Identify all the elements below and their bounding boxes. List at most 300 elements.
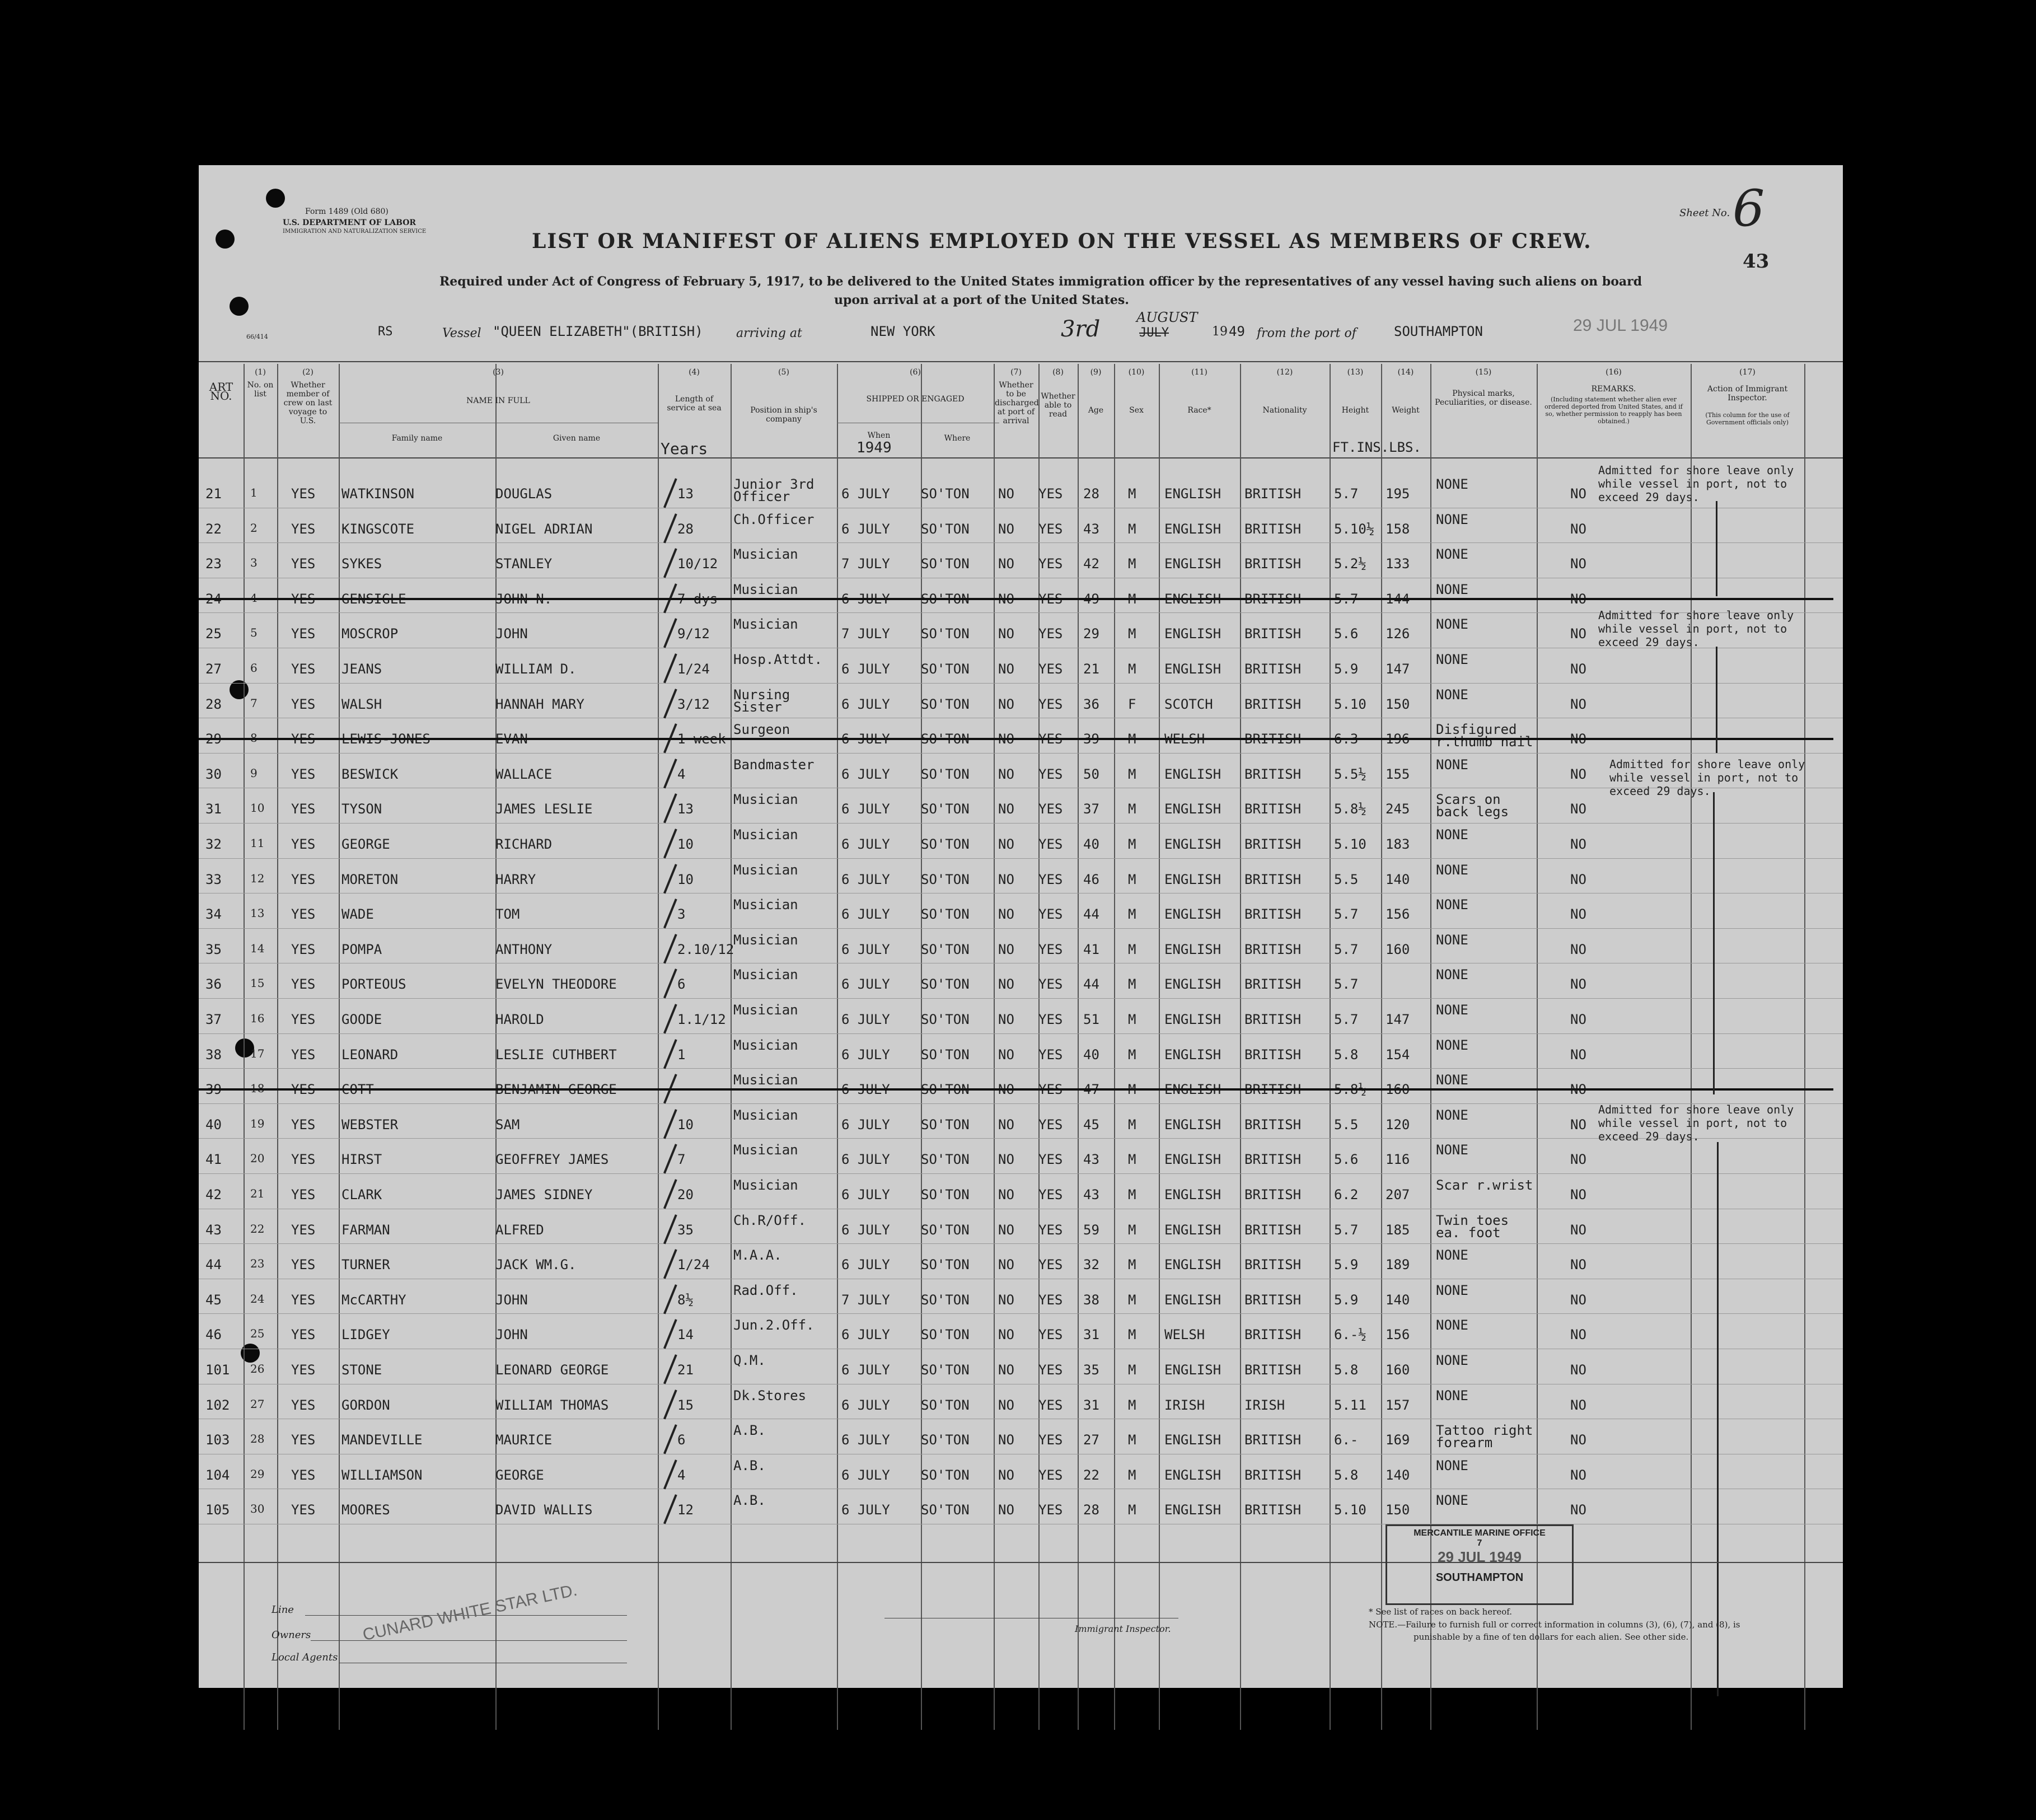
physical-marks-cell: NONE (1436, 1353, 1468, 1368)
shipped-where-cell: SO'TON (921, 1502, 970, 1518)
shipped-where-cell: SO'TON (921, 1362, 970, 1378)
shipped-where-cell: SO'TON (921, 1116, 970, 1133)
given-name-cell: MAURICE (495, 1432, 553, 1448)
crew-last-voyage-cell: YES (291, 1116, 316, 1133)
age-cell: 45 (1083, 1116, 1099, 1133)
weight-cell: 158 (1386, 521, 1410, 537)
table-row (199, 932, 1843, 967)
physical-marks-cell: Scars on back legs (1436, 792, 1509, 820)
discharged-cell: NO (998, 626, 1014, 642)
art-cell: 41 (205, 1152, 222, 1168)
position-cell: Musician (733, 862, 798, 878)
given-name-cell: DOUGLAS (495, 486, 553, 502)
discharged-cell: NO (998, 1327, 1014, 1343)
shipped-where-cell: SO'TON (921, 1467, 970, 1483)
list-number-cell: 8 (250, 731, 258, 745)
given-name-cell: JAMES SIDNEY (495, 1187, 593, 1203)
weight-cell: 196 (1386, 731, 1410, 747)
age-cell: 36 (1083, 696, 1099, 712)
col-2-label: Whether member of crew on last voyage to U.S. (283, 381, 333, 425)
given-name-cell: BENJAMIN GEORGE (495, 1082, 617, 1098)
nationality-cell: BRITISH (1244, 801, 1302, 817)
shipped-when-cell: 6 JULY (841, 1046, 890, 1063)
sex-cell: M (1128, 976, 1136, 993)
age-cell: 50 (1083, 766, 1099, 782)
table-row (199, 1212, 1843, 1247)
position-cell: Ch.Officer (733, 511, 815, 527)
discharged-cell: NO (998, 1397, 1014, 1413)
race-cell: ENGLISH (1164, 1502, 1221, 1518)
table-row (199, 1317, 1843, 1352)
physical-marks-cell: NONE (1436, 862, 1468, 878)
discharged-cell: NO (998, 486, 1014, 502)
family-name-cell: TURNER (341, 1257, 390, 1273)
height-cell: 5.10 (1334, 1502, 1366, 1518)
crew-last-voyage-cell: YES (291, 486, 316, 502)
shipped-when-cell: 6 JULY (841, 871, 890, 887)
table-row (199, 1107, 1843, 1142)
position-cell: Musician (733, 1037, 798, 1053)
shipped-where-cell: SO'TON (921, 906, 970, 923)
arrival-month-struck: JULY (1139, 326, 1169, 340)
weight-cell: 160 (1386, 1082, 1410, 1098)
position-cell: Musician (733, 1177, 798, 1193)
able-to-read-cell: YES (1038, 1082, 1063, 1098)
discharged-cell: NO (998, 731, 1014, 747)
position-cell: Musician (733, 827, 798, 843)
age-cell: 44 (1083, 906, 1099, 923)
service-length-cell: 1 week (677, 731, 726, 747)
sex-cell: M (1128, 1116, 1136, 1133)
position-cell: Musician (733, 1142, 798, 1158)
sex-cell: M (1128, 801, 1136, 817)
weight-cell: 185 (1386, 1222, 1410, 1238)
given-name-cell: LEONARD GEORGE (495, 1362, 609, 1378)
discharged-cell: NO (998, 1257, 1014, 1273)
given-name-cell: JAMES LESLIE (495, 801, 593, 817)
physical-marks-cell: NONE (1436, 967, 1468, 983)
sex-cell: M (1128, 556, 1136, 572)
height-cell: 5.2½ (1334, 556, 1366, 572)
discharged-cell: NO (998, 941, 1014, 957)
position-cell: Musician (733, 967, 798, 983)
given-name-cell: ANTHONY (495, 941, 553, 957)
weight-cell: 157 (1386, 1397, 1410, 1413)
age-cell: 59 (1083, 1222, 1099, 1238)
given-name-cell: WILLIAM THOMAS (495, 1397, 609, 1413)
sex-cell: M (1128, 486, 1136, 502)
admission-remark: Admitted for shore leave only while vessel in port, not to exceed 29 days. (1609, 757, 1805, 798)
sex-cell: F (1128, 696, 1136, 712)
list-number-cell: 4 (250, 591, 258, 605)
crew-last-voyage-cell: YES (291, 1257, 316, 1273)
col-7-label: Whether to be discharged at port of arrival (995, 381, 1039, 425)
crew-last-voyage-cell: YES (291, 801, 316, 817)
col-1-number: (1) (255, 368, 266, 377)
nationality-cell: BRITISH (1244, 696, 1302, 712)
list-number-cell: 9 (250, 766, 258, 780)
able-to-read-cell: YES (1038, 836, 1063, 852)
nationality-cell: BRITISH (1244, 1046, 1302, 1063)
strikethrough-line (199, 738, 1833, 740)
shipped-where-cell: SO'TON (921, 661, 970, 677)
arrival-month: AUGUST (1136, 310, 1198, 325)
height-cell: 5.5 (1334, 1116, 1359, 1133)
list-number-cell: 6 (250, 661, 258, 675)
nationality-cell: BRITISH (1244, 1362, 1302, 1378)
list-number-cell: 19 (250, 1116, 265, 1130)
remarks-cell: NO (1570, 1432, 1586, 1448)
given-name-cell: TOM (495, 906, 520, 923)
nationality-cell: BRITISH (1244, 626, 1302, 642)
family-name-cell: SYKES (341, 556, 382, 572)
weight-cell: 245 (1386, 801, 1410, 817)
sex-cell: M (1128, 731, 1136, 747)
remarks-cell: NO (1570, 521, 1586, 537)
list-number-cell: 5 (250, 626, 258, 640)
family-name-cell: MANDEVILLE (341, 1432, 423, 1448)
rs-code: RS (378, 325, 393, 339)
crew-last-voyage-cell: YES (291, 1397, 316, 1413)
remarks-cell: NO (1570, 486, 1586, 502)
race-cell: ENGLISH (1164, 1257, 1221, 1273)
weight-cell: 154 (1386, 1046, 1410, 1063)
discharged-cell: NO (998, 1187, 1014, 1203)
strikethrough-line (199, 1088, 1833, 1091)
immigrant-inspector-label: Immigrant Inspector. (1075, 1624, 1171, 1634)
check-mark (663, 1459, 677, 1489)
able-to-read-cell: YES (1038, 626, 1063, 642)
year-prefix: 19 (1212, 325, 1228, 339)
shipped-where-cell: SO'TON (921, 486, 970, 502)
shipped-where-cell: SO'TON (921, 1222, 970, 1238)
position-cell: A.B. (733, 1493, 766, 1509)
list-number-cell: 28 (250, 1432, 265, 1446)
family-name-cell: MORETON (341, 871, 399, 887)
shipped-where-cell: SO'TON (921, 1292, 970, 1308)
check-mark (663, 478, 677, 508)
discharged-cell: NO (998, 1502, 1014, 1518)
weight-cell: 140 (1386, 871, 1410, 887)
document-subtitle-2: upon arrival at a port of the United States. (834, 293, 1129, 307)
table-row (199, 826, 1843, 862)
able-to-read-cell: YES (1038, 1362, 1063, 1378)
crew-last-voyage-cell: YES (291, 871, 316, 887)
shipped-when-cell: 6 JULY (841, 1116, 890, 1133)
list-number-cell: 16 (250, 1012, 265, 1025)
remarks-cell: NO (1570, 941, 1586, 957)
check-mark (663, 1389, 677, 1419)
remarks-cell: NO (1570, 696, 1586, 712)
family-name-cell: LIDGEY (341, 1327, 390, 1343)
col-4-number: (4) (689, 368, 700, 377)
physical-marks-cell: NONE (1436, 546, 1468, 563)
race-cell: WELSH (1164, 1327, 1205, 1343)
race-cell: ENGLISH (1164, 1082, 1221, 1098)
family-name-cell: PORTEOUS (341, 976, 406, 993)
check-mark (663, 934, 677, 963)
remarks-cell: NO (1570, 1187, 1586, 1203)
family-name-cell: LEWIS-JONES (341, 731, 430, 747)
physical-marks-cell: NONE (1436, 686, 1468, 703)
race-cell: ENGLISH (1164, 871, 1221, 887)
able-to-read-cell: YES (1038, 1187, 1063, 1203)
weight-cell: 116 (1386, 1152, 1410, 1168)
remarks-cell: NO (1570, 1292, 1586, 1308)
punch-hole (230, 297, 249, 316)
weight-cell: 147 (1386, 1012, 1410, 1027)
race-cell: ENGLISH (1164, 521, 1221, 537)
height-cell: 5.8½ (1334, 1082, 1366, 1098)
agent-stamp: CUNARD WHITE STAR LTD. (361, 1580, 579, 1645)
art-cell: 104 (205, 1467, 230, 1483)
service-length-cell: 2.10/12 (677, 941, 734, 957)
height-cell: 5.7 (1334, 941, 1359, 957)
position-cell: Musician (733, 616, 798, 633)
able-to-read-cell: YES (1038, 1257, 1063, 1273)
sex-cell: M (1128, 1292, 1136, 1308)
nationality-cell: BRITISH (1244, 836, 1302, 852)
discharged-cell: NO (998, 1046, 1014, 1063)
nationality-cell: BRITISH (1244, 1152, 1302, 1168)
table-row (199, 651, 1843, 686)
shipped-where-cell: SO'TON (921, 976, 970, 993)
sex-cell: M (1128, 1397, 1136, 1413)
owners-label: Owners (272, 1629, 311, 1641)
list-number-cell: 2 (250, 521, 258, 535)
art-cell: 105 (205, 1502, 230, 1518)
art-cell: 29 (205, 731, 222, 747)
given-name-cell: EVAN (495, 731, 528, 747)
able-to-read-cell: YES (1038, 1327, 1063, 1343)
remarks-cell: NO (1570, 1502, 1586, 1518)
physical-marks-cell: NONE (1436, 827, 1468, 843)
weight-cell: 120 (1386, 1116, 1410, 1133)
weight-cell: 156 (1386, 1327, 1410, 1343)
col-12-number: (12) (1276, 368, 1293, 377)
nationality-cell: BRITISH (1244, 1292, 1302, 1308)
col-7-number: (7) (1010, 368, 1022, 377)
service-length-cell: 3/12 (677, 696, 710, 712)
given-name-cell: JOHN (495, 1292, 528, 1308)
age-cell: 37 (1083, 801, 1099, 817)
nationality-cell: BRITISH (1244, 1467, 1302, 1483)
col-10-label: Sex (1129, 406, 1144, 415)
nationality-cell: BRITISH (1244, 556, 1302, 572)
col-10-number: (10) (1128, 368, 1145, 377)
art-cell: 21 (205, 486, 222, 502)
nationality-cell: BRITISH (1244, 1012, 1302, 1027)
crew-last-voyage-cell: YES (291, 696, 316, 712)
discharged-cell: NO (998, 801, 1014, 817)
admission-remark: Admitted for shore leave only while vessel in port, not to exceed 29 days. (1598, 1103, 1794, 1143)
physical-marks-cell: NONE (1436, 756, 1468, 773)
crew-last-voyage-cell: YES (291, 661, 316, 677)
table-row (199, 1177, 1843, 1212)
art-cell: 39 (205, 1082, 222, 1098)
service-length-cell: 9/12 (677, 626, 710, 642)
age-cell: 43 (1083, 1187, 1099, 1203)
shipped-when-cell: 6 JULY (841, 1362, 890, 1378)
height-cell: 5.7 (1334, 1012, 1359, 1027)
crew-last-voyage-cell: YES (291, 731, 316, 747)
service-length-cell: 4 (677, 1467, 686, 1483)
sex-cell: M (1128, 766, 1136, 782)
height-cell: 5.8 (1334, 1362, 1359, 1378)
col-17-note: (This column for the use of Government officials only) (1705, 411, 1790, 426)
able-to-read-cell: YES (1038, 1467, 1063, 1483)
weight-cell: 160 (1386, 1362, 1410, 1378)
check-mark (663, 653, 677, 683)
height-cell: 5.7 (1334, 591, 1359, 607)
able-to-read-cell: YES (1038, 871, 1063, 887)
physical-marks-cell: NONE (1436, 1037, 1468, 1053)
vessel-label: Vessel (442, 326, 481, 340)
race-cell: ENGLISH (1164, 1046, 1221, 1063)
race-cell: ENGLISH (1164, 976, 1221, 993)
height-cell: 6.3 (1334, 731, 1359, 747)
crew-last-voyage-cell: YES (291, 1187, 316, 1203)
able-to-read-cell: YES (1038, 1222, 1063, 1238)
sex-cell: M (1128, 1187, 1136, 1203)
weight-cell: 169 (1386, 1432, 1410, 1448)
family-name-cell: WALSH (341, 696, 382, 712)
service-length-cell: 6 (677, 976, 686, 993)
age-cell: 39 (1083, 731, 1099, 747)
family-name-cell: TYSON (341, 801, 382, 817)
able-to-read-cell: YES (1038, 766, 1063, 782)
given-name-cell: HAROLD (495, 1012, 544, 1027)
table-row (199, 756, 1843, 792)
sex-cell: M (1128, 1082, 1136, 1098)
family-name-cell: LEONARD (341, 1046, 399, 1063)
service-length-cell: 10 (677, 836, 694, 852)
discharged-cell: NO (998, 871, 1014, 887)
physical-marks-cell: NONE (1436, 1247, 1468, 1264)
able-to-read-cell: YES (1038, 1152, 1063, 1168)
art-cell: 43 (205, 1222, 222, 1238)
list-number-cell: 3 (250, 556, 258, 570)
shipped-when-cell: 6 JULY (841, 1432, 890, 1448)
race-cell: ENGLISH (1164, 801, 1221, 817)
art-cell: 24 (205, 591, 222, 607)
crew-last-voyage-cell: YES (291, 1467, 316, 1483)
arrival-day: 3rd (1061, 316, 1101, 342)
family-name-cell: GEORGE (341, 836, 390, 852)
given-name-cell: LESLIE CUTHBERT (495, 1046, 617, 1063)
given-name-cell: SAM (495, 1116, 520, 1133)
crew-last-voyage-cell: YES (291, 1082, 316, 1098)
col-3-number: (3) (493, 368, 504, 377)
sex-cell: M (1128, 1432, 1136, 1448)
col-17-label: Action of Immigrant Inspector. (1707, 385, 1788, 403)
remarks-cell: NO (1570, 1327, 1586, 1343)
physical-marks-cell: NONE (1436, 652, 1468, 667)
shipped-when-cell: 6 JULY (841, 801, 890, 817)
height-cell: 5.10½ (1334, 521, 1375, 537)
table-row (199, 721, 1843, 756)
weight-cell: 150 (1386, 1502, 1410, 1518)
list-number-cell: 7 (250, 696, 258, 710)
discharged-cell: NO (998, 591, 1014, 607)
shipped-when-cell: 6 JULY (841, 1467, 890, 1483)
remarks-cell: NO (1570, 1222, 1586, 1238)
sex-cell: M (1128, 591, 1136, 607)
able-to-read-cell: YES (1038, 976, 1063, 993)
given-name-cell: EVELYN THEODORE (495, 976, 617, 993)
shipped-where-cell: SO'TON (921, 1012, 970, 1027)
list-number-cell: 26 (250, 1362, 265, 1375)
race-cell: ENGLISH (1164, 1012, 1221, 1027)
position-cell: Musician (733, 932, 798, 948)
art-cell: 102 (205, 1397, 230, 1413)
col-6-label: SHIPPED OR ENGAGED (866, 395, 965, 404)
art-cell: 27 (205, 661, 222, 677)
check-mark (663, 1039, 677, 1069)
when-header: When (867, 431, 891, 440)
race-cell: ENGLISH (1164, 486, 1221, 502)
col-8-label: Whether able to read (1041, 392, 1075, 419)
local-agents-label: Local Agents (272, 1651, 338, 1663)
shipped-when-cell: 7 JULY (841, 1292, 890, 1308)
height-cell: 5.6 (1334, 626, 1359, 642)
age-cell: 43 (1083, 521, 1099, 537)
shipped-when-cell: 6 JULY (841, 1397, 890, 1413)
shipped-when-cell: 6 JULY (841, 521, 890, 537)
sex-cell: M (1128, 1012, 1136, 1027)
physical-marks-cell: NONE (1436, 1387, 1468, 1403)
list-number-cell: 13 (250, 906, 265, 920)
discharged-cell: NO (998, 661, 1014, 677)
manifest-sheet (199, 165, 1843, 1688)
height-cell: 5.5 (1334, 871, 1359, 887)
given-name-cell: HARRY (495, 871, 536, 887)
weight-cell: 140 (1386, 1292, 1410, 1308)
check-mark (663, 1004, 677, 1033)
check-mark (663, 1249, 677, 1279)
shipped-when-cell: 6 JULY (841, 836, 890, 852)
physical-marks-cell: NONE (1436, 1317, 1468, 1334)
remarks-cell: NO (1570, 1152, 1586, 1168)
family-name-cell: CLARK (341, 1187, 382, 1203)
remarks-cell: NO (1570, 731, 1586, 747)
shipped-when-cell: 6 JULY (841, 941, 890, 957)
check-mark (663, 969, 677, 998)
sex-cell: M (1128, 1327, 1136, 1343)
race-cell: ENGLISH (1164, 1116, 1221, 1133)
admission-remark: Admitted for shore leave only while vessel in port, not to exceed 29 days. (1598, 464, 1794, 504)
given-name-cell: GEOFFREY JAMES (495, 1152, 609, 1168)
service-length-cell: 7 dys (677, 591, 718, 607)
physical-marks-cell: NONE (1436, 1142, 1468, 1158)
art-cell: 36 (205, 976, 222, 993)
col-6-number: (6) (910, 368, 921, 377)
family-name-cell: MOORES (341, 1502, 390, 1518)
shipped-when-cell: 6 JULY (841, 591, 890, 607)
position-cell: Hosp.Attdt. (733, 652, 822, 667)
page-number: 43 (1743, 250, 1770, 273)
crew-last-voyage-cell: YES (291, 836, 316, 852)
able-to-read-cell: YES (1038, 1432, 1063, 1448)
crew-last-voyage-cell: YES (291, 1327, 316, 1343)
shipped-where-cell: SO'TON (921, 626, 970, 642)
art-cell: 40 (205, 1116, 222, 1133)
able-to-read-cell: YES (1038, 801, 1063, 817)
race-cell: ENGLISH (1164, 1467, 1221, 1483)
given-name-cell: WALLACE (495, 766, 553, 782)
list-number-cell: 24 (250, 1292, 265, 1306)
race-cell: ENGLISH (1164, 941, 1221, 957)
